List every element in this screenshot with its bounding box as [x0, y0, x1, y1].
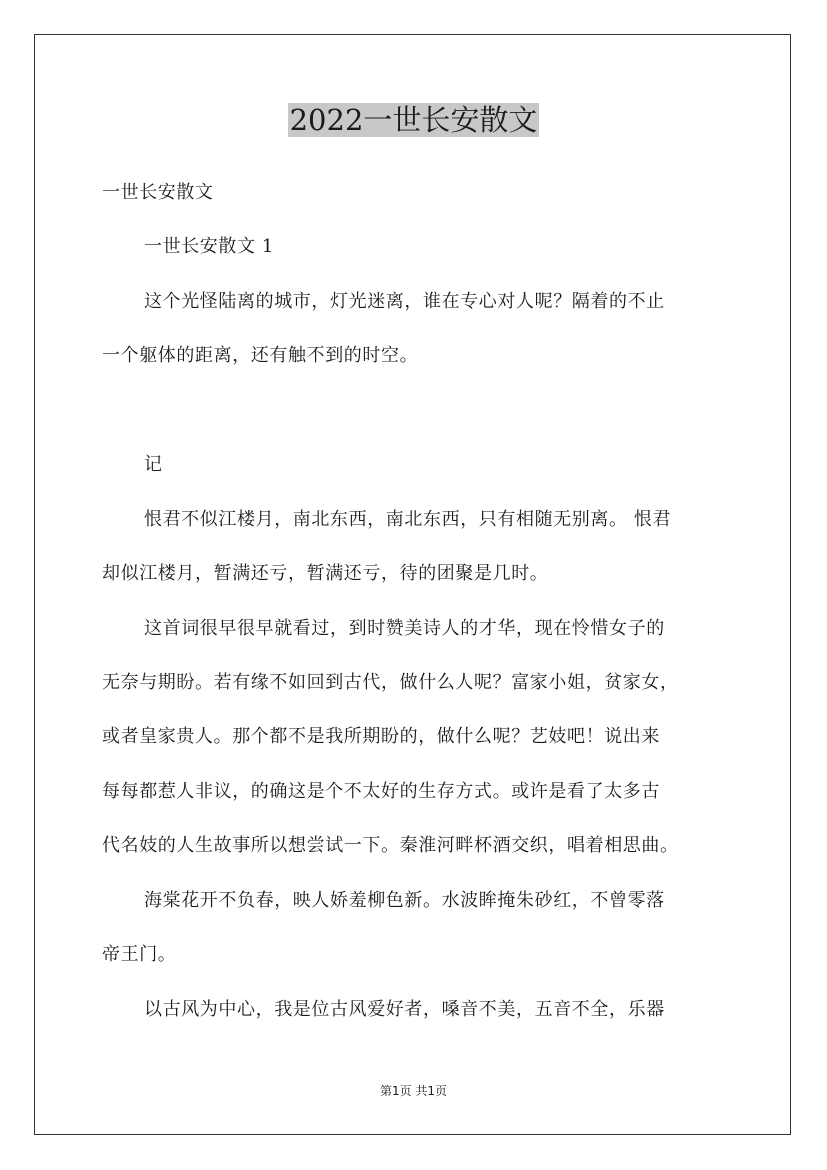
page-footer: 第1页 共1页: [379, 1084, 448, 1098]
paragraph-line: 却似江楼月，暂满还亏，暂满还亏，待的团聚是几时。: [102, 563, 549, 584]
paragraph-line: 帝王门。: [102, 944, 177, 965]
paragraph-line: 一个躯体的距离，还有触不到的时空。: [102, 345, 419, 366]
section-heading: 一世长安散文 1: [144, 236, 274, 257]
paragraph-line: 记: [144, 454, 163, 475]
paragraph-line: 无奈与期盼。若有缘不如回到古代，做什么人呢？富家小姐，贫家女，: [102, 672, 679, 693]
paragraph-line: 以古风为中心，我是位古风爱好者，嗓音不美，五音不全，乐器: [144, 999, 665, 1020]
paragraph-line: 这个光怪陆离的城市，灯光迷离，谁在专心对人呢？隔着的不止: [144, 291, 665, 312]
paragraph-line: 每每都惹人非议，的确这是个不太好的生存方式。或许是看了太多古: [102, 781, 660, 802]
paragraph-line: 代名妓的人生故事所以想尝试一下。秦淮河畔杯酒交织，唱着相思曲。: [102, 835, 679, 856]
paragraph-line: 恨君不似江楼月，南北东西，南北东西，只有相随无别离。 恨君: [144, 509, 672, 530]
paragraph-line: 海棠花开不负春，映人娇羞柳色新。水波眸掩朱砂红，不曾零落: [144, 890, 665, 911]
document-title-wrap: [0, 100, 827, 145]
paragraph-line: 这首词很早很早就看过，到时赞美诗人的才华，现在怜惜女子的: [144, 618, 665, 639]
document-subtitle: 一世长安散文: [102, 182, 214, 203]
paragraph-line: 或者皇家贵人。那个都不是我所期盼的，做什么呢？艺妓吧！说出来: [102, 726, 660, 747]
document-title: 2022一世长安散文: [289, 103, 538, 137]
